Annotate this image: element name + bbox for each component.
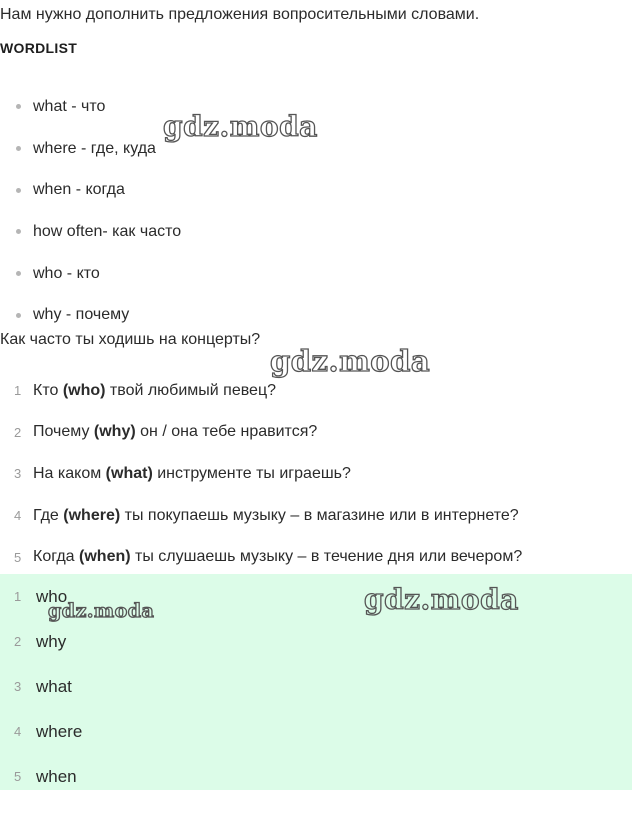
item-number: 1 (14, 383, 22, 399)
wordlist-title: WORDLIST (0, 40, 78, 56)
wordlist-item-label: who - кто (33, 264, 100, 282)
watermark: gdz.moda (163, 110, 318, 143)
list-item (16, 169, 181, 211)
wordlist-item-label: where - где, куда (33, 139, 156, 157)
wordlist-item-label: when - когда (33, 181, 125, 199)
answer-item (14, 709, 82, 754)
item-number: 5 (14, 769, 22, 784)
item-number: 4 (14, 724, 22, 739)
list-item (16, 253, 181, 295)
question-word: (what) (105, 464, 153, 482)
sentence-text: Где (where) ты покупаешь музыку – в магазине или в интернете? (33, 506, 519, 524)
answer-item (14, 619, 82, 664)
answer-text: when (36, 766, 77, 786)
watermark: gdz.moda (364, 583, 519, 616)
wordlist-item-label: why - почему (33, 306, 130, 324)
sentence-item (14, 370, 522, 412)
item-number: 5 (14, 549, 22, 565)
item-number: 2 (14, 634, 22, 649)
bullet-icon (16, 271, 21, 276)
answer-text: what (36, 676, 72, 696)
list-item (16, 294, 181, 336)
sentence-text: Почему (why) он / она тебе нравится? (33, 423, 318, 441)
question-word: (who) (62, 381, 106, 399)
sentence-item (14, 412, 522, 454)
answer-item (14, 664, 82, 709)
watermark: gdz.moda (270, 344, 431, 378)
item-number: 2 (14, 424, 22, 440)
wordlist-item-label: what - что (33, 97, 106, 115)
answer-item (14, 754, 82, 799)
sentence-text: Когда (when) ты слушаешь музыку – в течение дня или вечером? (33, 548, 523, 566)
watermark: gdz.moda (48, 600, 155, 622)
sentence-item (14, 495, 522, 537)
item-number: 3 (14, 679, 22, 694)
answer-text: why (36, 631, 67, 651)
sentence-item (14, 453, 522, 495)
wordlist (16, 86, 181, 336)
sentence-item (14, 536, 522, 578)
answer-text: where (36, 721, 83, 741)
bullet-icon (16, 188, 21, 193)
bullet-icon (16, 229, 21, 234)
sentence-text: На каком (what) инструменте ты играешь? (33, 464, 351, 482)
question-word: (why) (93, 423, 136, 441)
sentence-text: Кто (who) твой любимый певец? (33, 381, 277, 399)
question-word: (where) (63, 506, 121, 524)
answer-text: who (36, 586, 68, 606)
section-question: Как часто ты ходишь на концерты? (0, 331, 261, 348)
intro-text: Нам нужно дополнить предложения вопросительными словами. (0, 6, 480, 23)
wordlist-item-label: how often- как часто (33, 222, 182, 240)
bullet-icon (16, 313, 21, 318)
item-number: 4 (14, 508, 22, 524)
item-number: 3 (14, 466, 22, 482)
item-number: 1 (14, 589, 22, 604)
question-word: (when) (79, 548, 131, 566)
list-item (16, 128, 181, 170)
list-item (16, 211, 181, 253)
sentence-list (14, 370, 522, 578)
bullet-icon (16, 104, 21, 109)
bullet-icon (16, 146, 21, 151)
list-item (16, 86, 181, 128)
